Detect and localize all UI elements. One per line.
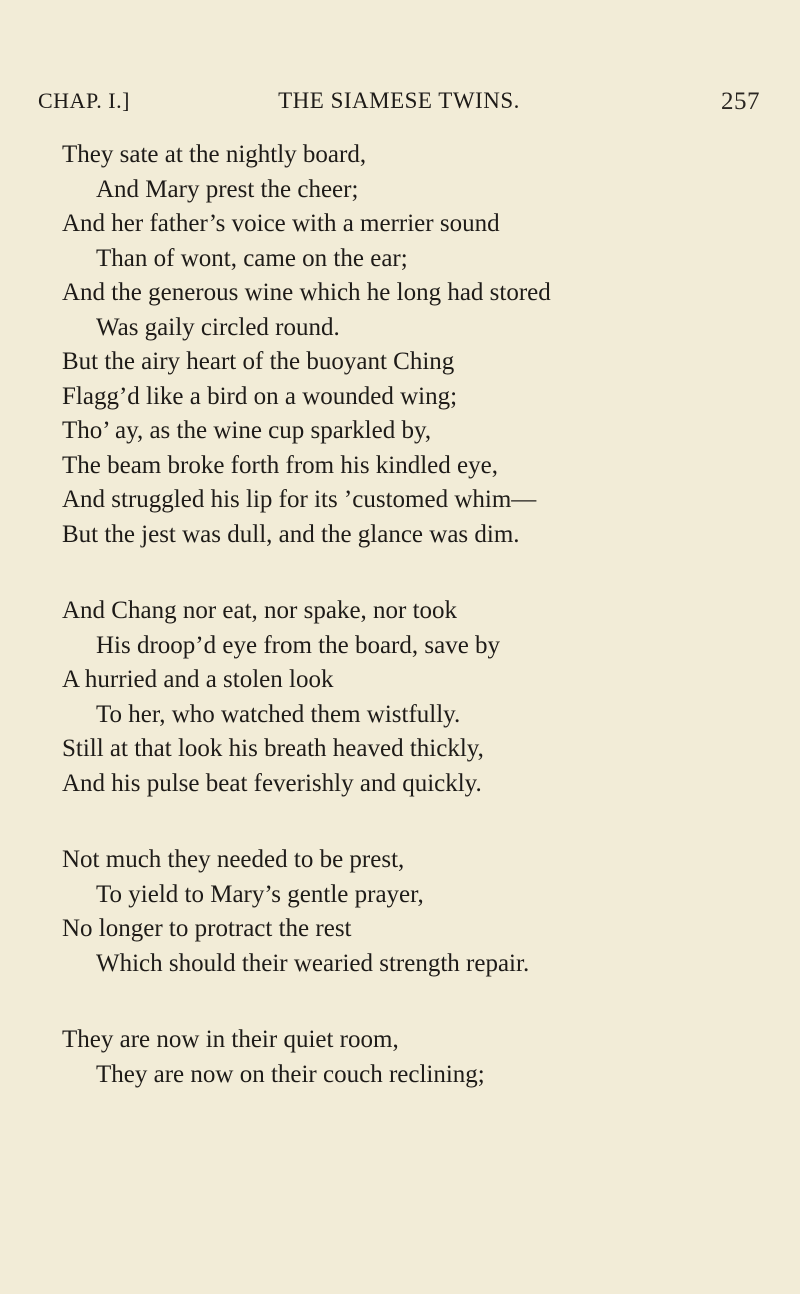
poem-line: Still at that look his breath heaved thickly, [62,735,484,762]
poem-line: To yield to Mary’s gentle prayer, [96,880,424,908]
poem-line: And Mary prest the cheer; [96,175,359,203]
poem-line: And Chang nor eat, nor spake, nor took [62,597,458,624]
poem-line: His droop’d eye from the board, save by [96,631,501,659]
poem-line: The beam broke forth from his kindled eye, [62,451,498,479]
chapter-label: CHAP. I.] [38,88,130,113]
poem-line: And struggled his lip for its ’customed whim— [62,486,537,513]
poem-line: Which should their wearied strength repair. [96,949,530,977]
page-header [38,88,760,128]
poem-body [62,138,762,1092]
poem-line: No longer to protract the rest [62,915,352,942]
poem-line: They are now in their quiet room, [62,1026,399,1053]
poem-line: To her, who watched them wistfully. [96,700,461,728]
stanza-divider [62,981,762,1023]
poem-line: Not much they needed to be prest, [62,846,405,873]
stanza-1 [62,138,762,552]
stanza-divider [62,552,762,594]
page-number: 257 [721,88,760,115]
poem-line: They sate at the nightly board, [62,141,367,168]
poem-line: But the airy heart of the buoyant Ching [62,348,455,375]
poem-line: Was gaily circled round. [96,313,340,341]
stanza-4 [62,1023,762,1092]
stanza-2 [62,594,762,801]
poem-line: And his pulse beat feverishly and quickly. [62,769,482,797]
poem-line: Flagg’d like a bird on a wounded wing; [62,382,458,410]
running-title: THE SIAMESE TWINS. [278,88,520,113]
poem-line: And her father’s voice with a merrier sound [62,210,500,237]
poem-line: But the jest was dull, and the glance was dim. [62,520,520,548]
poem-line: Tho’ ay, as the wine cup sparkled by, [62,417,432,444]
poem-line: They are now on their couch reclining; [96,1060,485,1088]
poem-line: And the generous wine which he long had stored [62,279,551,306]
poem-line: Than of wont, came on the ear; [96,244,408,272]
stanza-divider [62,801,762,843]
poem-line: A hurried and a stolen look [62,666,334,693]
stanza-3 [62,843,762,981]
